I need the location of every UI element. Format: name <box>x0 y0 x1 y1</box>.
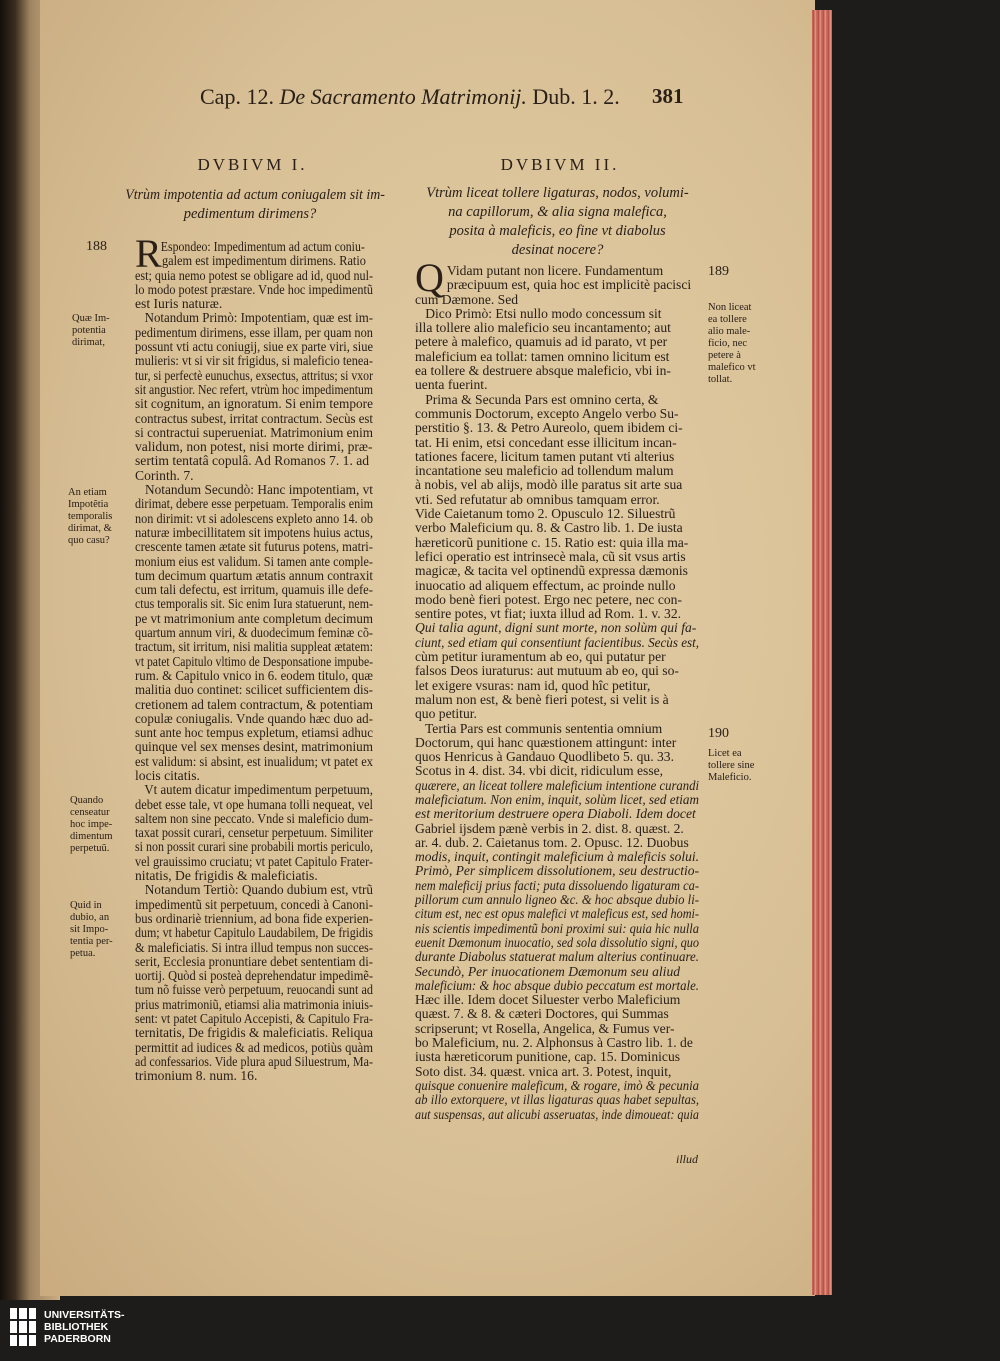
left-question <box>120 186 385 224</box>
text-line: saltem non sine peccato. Vnde si maleficio dum- <box>135 810 373 826</box>
drop-cap: Q <box>415 255 444 300</box>
text-line: verbo Maleficium qu. 8. & Castro lib. 1. De iusta <box>415 520 683 536</box>
text-line: bus ordinariè triennium, ad bona fide experien- <box>135 910 374 926</box>
logo-mark-icon <box>10 1308 36 1346</box>
text-line: dirimat, debere esse perpetuam. Temporalis enim <box>135 496 374 512</box>
text-line: quartum annum viri, & duodecimum feminæ cõ- <box>135 625 374 641</box>
margin-note: An etiam Impotẽtia temporalis dirimat, & quo casu? <box>68 487 113 546</box>
left-heading: DVBIVM I. <box>197 155 308 174</box>
text-line: quos Henricus à Gandauo Quodlibeto 5. qu. 33. <box>415 749 674 765</box>
text-line: uenta fuerint. <box>415 377 488 393</box>
text-line: Vt autem dicatur impedimentum perpetuum, <box>135 782 374 798</box>
text-line: Espondeo: Impedimentum ad actum coniu- <box>160 239 365 254</box>
text-line: quisque conuenire maleficum, & rogare, imò & pecunia <box>415 1077 700 1093</box>
text-line: est; quia nemo potest se obligare ad id, quod nul- <box>135 267 374 283</box>
text-line: est meritorium destruere opera Diaboli. Idem docet <box>415 806 696 822</box>
text-line: communis Doctorum, excepto Angelo verbo Su- <box>415 405 679 421</box>
text-line: sunt ante hoc tempus expletum, etiamsi adhuc <box>135 725 374 741</box>
margin-note: Quid in dubio, an sit Impo- tentia per- petua. <box>70 900 113 959</box>
text-line: Prima & Secunda Pars est omnino certa, & <box>415 391 659 407</box>
question-line: posita à maleficis, eo fine vt diabolus <box>449 223 666 239</box>
margin-note: Quæ Im- potentia dirimat, <box>72 313 110 348</box>
text-line: quinque vel sex menses desint, matrimonium <box>135 739 373 755</box>
text-line: Notandum Secundò: Hanc impotentiam, vt <box>135 482 374 498</box>
text-line: cùm petitur iuramentum ab eo, qui putatur per <box>415 649 666 665</box>
text-line: à nobis, vel ab alijs, modò ille paratus sit arte sua <box>415 477 683 493</box>
text-line: locis citatis. <box>135 767 200 783</box>
text-line: rum. & Capitulo vnico in 6. eodem titulo, quæ <box>135 667 373 683</box>
text-line: naturæ imbecillitatem sit impotens huius actus, <box>135 524 373 540</box>
text-line: tur, si perfectè eunuchus, exsectus, attritus; si vxor <box>135 367 373 383</box>
text-line: est Iuris naturæ. <box>135 296 223 312</box>
text-line: quo petitur. <box>415 706 477 722</box>
text-line: Corinth. 7. <box>135 467 194 483</box>
text-line: tat. Hi enim, etsi concedant esse illicitum incan- <box>415 434 677 450</box>
text-line: aut suspensas, aut alicubi asseruatas, inde dimoueat: quia <box>415 1106 699 1122</box>
text-line: nem maleficij prius facti; puta dissoluendo ligaturam ca- <box>415 877 699 893</box>
text-line: inuocatio ad aliquem effectum, ac proinde nullo <box>415 577 676 593</box>
text-line: Doctorum, qui hanc quæstionem attingunt: inter <box>415 734 677 750</box>
text-line: præcipuum est, quia hoc est implicitè pacisci <box>446 277 692 293</box>
text-line: malitia duo continet: scilicet sufficientem dis- <box>135 682 373 698</box>
running-head <box>200 84 620 110</box>
text-line: prius matrimoniũ, etiamsi alia matrimonia iniuis- <box>135 996 374 1012</box>
margin-note: Licet ea tollere sine Maleficio. <box>708 748 755 783</box>
text-line: monium eius est validum. Si tamen ante comple- <box>135 553 373 569</box>
text-line: pillorum cum annulo ligneo &c. & hoc absque dubio li- <box>415 892 699 908</box>
text-line: petere à malefico, quamuis ad id parato, vt per <box>415 334 668 350</box>
text-line: Vide Caietanum tomo 2. Opusculo 12. Siluestrũ <box>415 506 676 522</box>
text-line: sent: vt patet Capitulo Accepisti, & Capitulo Fra- <box>135 1011 373 1027</box>
logo-line: UNIVERSITÄTS- <box>44 1309 125 1321</box>
text-line: contractus subest, irritat contractum. Secùs est <box>135 410 373 426</box>
logo-line: PADERBORN <box>44 1333 111 1345</box>
text-line: vt patet Capitulo vltimo de Desponsatione impube- <box>135 653 373 669</box>
margin-note: Quando censeatur hoc impe- dimentum perpetuũ. <box>70 795 113 854</box>
right-heading: DVBIVM II. <box>500 155 620 174</box>
page-number: 381 <box>652 84 684 108</box>
text-line: lo modo potest præstare. Vnde hoc impedimentũ <box>135 281 374 297</box>
text-line: euenit Dæmonum inuocatio, sed sola dissolutio signi, quo <box>415 934 700 950</box>
text-line: falsos Deos iuraturus: aut mutuum ab eo, qui so- <box>415 663 679 679</box>
text-line: incantatione seu maleficio ad tollendum malum <box>415 463 674 479</box>
text-line: ea tollere & destruere absque maleficio, vbi in- <box>415 363 671 379</box>
text-line: non dirimit: vt si adolescens expleto anno 14. ob <box>135 510 373 526</box>
text-line: maleficiatum. Non enim, inquit, solùm licet, sed etiam <box>415 791 699 807</box>
red-page-edges <box>812 10 832 1295</box>
text-line: vel grauissimo cruciatu; vt patet Capitulo Frater- <box>135 853 373 869</box>
text-line: Tertia Pars est communis sententia omnium <box>415 720 663 736</box>
text-line: cum Dæmone. Sed <box>415 291 519 307</box>
question-line: Vtrùm liceat tollere ligaturas, nodos, volumi- <box>426 185 689 201</box>
text-line: Gabriel ijsdem pænè verbis in 2. dist. 8. quæst. 2. <box>415 820 684 836</box>
text-line: illa tollere alio maleficio seu incantamento; aut <box>415 320 671 336</box>
drop-cap: R <box>135 231 162 276</box>
text-line: maleficium ea tollat: tamen omnino licitum est <box>415 348 670 364</box>
text-line: permittit ad iudices & ad medicos, potiùs quàm <box>135 1039 373 1055</box>
text-line: galem est impedimentum dirimens. Ratio <box>161 253 366 269</box>
text-line: nitatis, De frigidis & maleficiatis. <box>135 868 318 884</box>
dubium-range: Dub. 1. 2. <box>532 84 620 109</box>
text-line: copulæ coniugalis. Vnde quando hæc duo ad- <box>135 710 374 726</box>
text-line: modo benè fieri potest. Ergo nec petere, nec con- <box>415 591 682 607</box>
catchword: illud <box>676 1152 699 1166</box>
text-line: si contractui superueniat. Matrimonium enim <box>135 424 373 440</box>
text-line: let exigere vsuras: nam id, quod hîc petitur, <box>415 677 651 693</box>
text-line: tationes facere, licitum tamen putant vti alterius <box>415 448 675 464</box>
right-question <box>410 184 705 260</box>
running-title: De Sacramento Matrimonij. <box>279 84 527 109</box>
right-column <box>415 255 700 1122</box>
text-line: taxat possit curari, censetur perpetuum. Similiter <box>135 825 373 841</box>
text-line: modis, inquit, contingit maleficium à maleficis solui. <box>415 849 699 865</box>
text-line: cretionem ad talem contractum, & potentiam <box>135 696 374 712</box>
text-line: ad confessarios. Vide plura apud Siluestrum, Ma- <box>135 1053 374 1069</box>
text-line: mulieris: vt si vir sit frigidus, si maleficio tenea- <box>135 353 373 369</box>
text-line: quæst. 7. & 8. & cæteri Doctores, qui Summas <box>415 1006 669 1022</box>
text-line: hæreticorũ punitione c. 15. Ratio est: quia illa ma- <box>415 534 689 550</box>
text-line: Vidam putant non licere. Fundamentum <box>446 263 664 278</box>
question-line: na capillorum, & alia signa malefica, <box>448 204 667 220</box>
text-line: scripserunt; vt Rosella, Angelica, & Fumus ver- <box>415 1020 675 1036</box>
text-line: ctus temporalis sit. Sic enim Iura statuerunt, nem- <box>135 596 373 612</box>
text-line: sentire potes, vt fiat; iuxta illud ad Rom. 1. v. 32. <box>415 606 682 622</box>
text-line: durante Diabolus statuerat malum alterius continuare. <box>415 949 700 965</box>
text-line: perstitio §. 13. & Petro Aureolo, quem ibidem ci- <box>415 420 683 436</box>
text-line: nis scientis impedimentũ boni proximi sui: quia hic nulla <box>415 920 700 936</box>
text-line: sit cognitum, an ignoratum. Si enim tempore <box>135 396 374 412</box>
text-line: ciunt, sed etiam qui consentiunt facientibus. Secùs est, <box>415 634 699 650</box>
text-line: Soto dist. 34. quæst. vnica art. 3. Potest, inquit, <box>415 1063 672 1079</box>
text-line: serit, Ecclesia pronuntiare debet sententiam di- <box>135 953 373 969</box>
text-line: dum; vt habetur Capitulo Laudabilem, De frigidis <box>135 925 374 941</box>
text-line: ab illo extorquere, vt illas ligaturas quas habet sepultas, <box>415 1092 700 1108</box>
chapter-label: Cap. 12. <box>200 84 274 109</box>
text-line: maleficium: & hoc absque dubio peccatum est mortale. <box>415 977 699 993</box>
logo-line: BIBLIOTHEK <box>44 1321 109 1333</box>
text-line: validum, non potest, nisi morte dirimi, præ- <box>135 439 373 455</box>
text-line: ternitatis, De frigidis & maleficiatis. Reliqua <box>135 1025 373 1041</box>
text-line: Secundò, Per inuocationem Dæmonum seu aliud <box>415 963 681 979</box>
text-line: si non possit curari sine probabili mortis periculo, <box>135 839 373 855</box>
question-line: desinat nocere? <box>511 242 604 258</box>
text-line: bo Maleficium, nu. 2. Alphonsus à Castro lib. 1. de <box>415 1035 693 1051</box>
margin-note: 188 <box>86 239 107 254</box>
text-line: lefici operatio est intrinsecè mala, cũ sit vsus artis <box>415 548 686 564</box>
text-line: Notandum Tertiò: Quando dubium est, vtrũ <box>135 882 373 898</box>
text-line: cum tali defectu, est irritum, quamuis ille defe- <box>135 582 374 598</box>
text-line: impedimentũ sit perpetuum, concedi à Canoni- <box>135 896 374 912</box>
text-line: quærere, an liceat tollere maleficium intentione curandi <box>415 777 700 793</box>
question-line: pedimentum dirimens? <box>183 206 317 222</box>
text-line: magicæ, & tacita vel optinendũ expressa dæmonis <box>415 563 688 579</box>
text-line: est validum: si absint, est inualidum; vt patet ex <box>135 753 373 769</box>
text-line: Qui talia agunt, digni sunt morte, non solùm qui fa- <box>415 620 697 636</box>
margin-note: 189 <box>708 264 729 279</box>
text-line: crescente tamen ætate sit futurus potens, matri- <box>135 539 374 555</box>
text-line: pedimentum dirimens, esse illam, per quam non <box>135 324 373 340</box>
text-line: iusta hæreticorum punitione, cap. 15. Dominicus <box>415 1049 681 1065</box>
text-line: trimonium 8. num. 16. <box>135 1068 258 1084</box>
library-logo <box>10 1308 125 1346</box>
text-line: citum est, nec est opus malefici vt maleficus est, sed homi- <box>415 906 700 922</box>
left-column <box>135 231 375 1084</box>
text-line: Dico Primò: Etsi nullo modo concessum sit <box>415 305 662 321</box>
text-line: Primò, Per simplicem dissolutionem, seu destructio- <box>415 863 700 879</box>
text-line: tractum, sit irritum, nisi malitia suppleat ætatem: <box>135 639 374 655</box>
margin-note: 190 <box>708 726 729 741</box>
question-line: Vtrùm impotentia ad actum coniugalem sit im- <box>125 187 385 203</box>
margin-note: Non liceat ea tollere alio male- ficio, nec petere à malefico vt tollat. <box>708 302 756 385</box>
text-line: sit angustior. Nec refert, vtrùm hoc impedimentum <box>135 381 374 397</box>
text-line: tum decimum quartum ætatis annum contraxit <box>135 567 374 583</box>
text-line: ar. 4. dub. 2. Caietanus tom. 2. Opusc. 12. Duobus <box>415 834 689 850</box>
text-line: debet esse tale, vt ope humana tolli nequeat, vel <box>135 796 373 812</box>
text-line: malum non est, & benè fieri potest, si velit is à <box>415 691 669 707</box>
text-line: vti. Sed refutatur ab omnibus tamquam error. <box>415 491 660 507</box>
text-line: Scotus in 4. dist. 34. vbi dicit, ridiculum esse, <box>415 763 664 779</box>
text-line: sertim tentatâ copulâ. Ad Romanos 7. 1. ad <box>135 453 370 469</box>
text-line: Notandum Primò: Impotentiam, quæ est im- <box>135 310 374 326</box>
text-line: Hæc ille. Idem docet Siluester verbo Maleficium <box>415 992 681 1008</box>
text-line: tum nõ fuisse verò perpetuum, reuocandi sunt ad <box>135 982 374 998</box>
text-line: & maleficiatis. Si intra illud tempus non succes- <box>135 939 373 955</box>
text-line: possunt vti actu coniugij, siue ex parte viri, siue <box>135 339 374 355</box>
text-line: pe vt matrimonium ante completum decimum <box>135 610 373 626</box>
text-line: uortij. Quòd si posteà deprehendatur impedimẽ- <box>135 968 374 984</box>
